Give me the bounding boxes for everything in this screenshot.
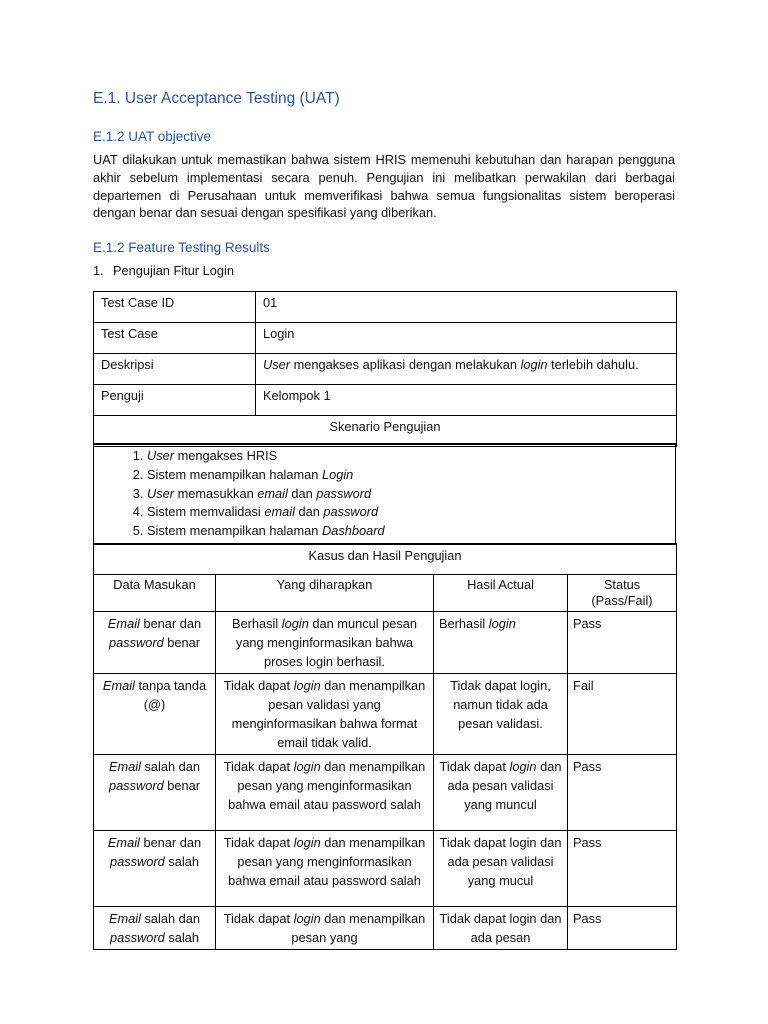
table-row xyxy=(94,323,677,354)
column-header: Status (Pass/Fail) xyxy=(568,575,677,612)
list-item: 1. User mengakses HRIS xyxy=(147,447,675,466)
description-value: User mengakses aplikasi dengan melakukan login terlebih dahulu. xyxy=(256,354,677,385)
scenario-title: Skenario Pengujian xyxy=(94,416,677,447)
column-header: Data Masukan xyxy=(94,575,216,612)
expected-cell: Tidak dapat login dan menampilkan pesan yang menginformasikan bahwa email atau password salah xyxy=(216,755,434,831)
list-item: 2. Sistem menampilkan halaman Login xyxy=(147,466,675,485)
input-cell: Email salah dan password salah xyxy=(94,907,216,950)
table-row xyxy=(94,831,677,907)
status-cell: Fail xyxy=(568,674,677,755)
list-item: 3. User memasukkan email dan password xyxy=(147,485,675,504)
expected-cell: Berhasil login dan muncul pesan yang menginformasikan bahwa proses login berhasil. xyxy=(216,612,434,674)
actual-cell: Tidak dapat login dan ada pesan validasi yang mucul xyxy=(434,831,568,907)
table-row xyxy=(94,385,677,416)
status-cell: Pass xyxy=(568,755,677,831)
input-cell: Email benar dan password benar xyxy=(94,612,216,674)
test-results-table xyxy=(93,543,677,950)
status-cell: Pass xyxy=(568,907,677,950)
table-row xyxy=(94,612,677,674)
status-cell: Pass xyxy=(568,831,677,907)
results-title: Kasus dan Hasil Pengujian xyxy=(94,544,677,575)
tester-label: Penguji xyxy=(94,385,256,416)
expected-cell: Tidak dapat login dan menampilkan pesan yang menginformasikan bahwa email atau password salah xyxy=(216,831,434,907)
test-case-id-value: 01 xyxy=(256,292,677,323)
column-header: Yang diharapkan xyxy=(216,575,434,612)
list-item: 4. Sistem memvalidasi email dan password xyxy=(147,503,675,522)
expected-cell: Tidak dapat login dan menampilkan pesan validasi yang menginformasikan bahwa format email tidak valid. xyxy=(216,674,434,755)
actual-cell: Tidak dapat login dan ada pesan validasi yang muncul xyxy=(434,755,568,831)
scenario-steps xyxy=(93,443,676,545)
test-case-label: Test Case xyxy=(94,323,256,354)
list-item: 5. Sistem menampilkan halaman Dashboard xyxy=(147,522,675,541)
objective-heading: E.1.2 UAT objective xyxy=(93,129,212,144)
description-label: Deskripsi xyxy=(94,354,256,385)
actual-cell: Tidak dapat login dan ada pesan xyxy=(434,907,568,950)
table-row xyxy=(94,674,677,755)
test-case-id-label: Test Case ID xyxy=(94,292,256,323)
results-heading: E.1.2 Feature Testing Results xyxy=(93,240,270,255)
table-row xyxy=(94,416,677,447)
table-row xyxy=(94,292,677,323)
section-heading: E.1. User Acceptance Testing (UAT) xyxy=(93,90,340,107)
input-cell: Email benar dan password salah xyxy=(94,831,216,907)
table-header-row xyxy=(94,575,677,612)
expected-cell: Tidak dapat login dan menampilkan pesan yang xyxy=(216,907,434,950)
table-row xyxy=(94,755,677,831)
objective-paragraph: UAT dilakukan untuk memastikan bahwa sistem HRIS memenuhi kebutuhan dan harapan pengguna akhir sebelum implementasi secara penuh. Pengujian ini melibatkan perwakilan dari berbagai departemen di Perusahaan untuk memverifikasi bahwa semua fungsionalitas sistem beroperasi dengan benar dan sesuai dengan spesifikasi yang diberikan. xyxy=(93,152,675,221)
table-row xyxy=(94,544,677,575)
tester-value: Kelompok 1 xyxy=(256,385,677,416)
status-cell: Pass xyxy=(568,612,677,674)
actual-cell: Tidak dapat login, namun tidak ada pesan validasi. xyxy=(434,674,568,755)
table-row xyxy=(94,907,677,950)
list-item-login-testing: 1. Pengujian Fitur Login xyxy=(93,263,234,278)
input-cell: Email salah dan password benar xyxy=(94,755,216,831)
column-header: Hasil Actual xyxy=(434,575,568,612)
test-case-value: Login xyxy=(256,323,677,354)
input-cell: Email tanpa tanda (@) xyxy=(94,674,216,755)
table-row xyxy=(94,354,677,385)
test-case-info-table xyxy=(93,291,677,447)
actual-cell: Berhasil login xyxy=(434,612,568,674)
